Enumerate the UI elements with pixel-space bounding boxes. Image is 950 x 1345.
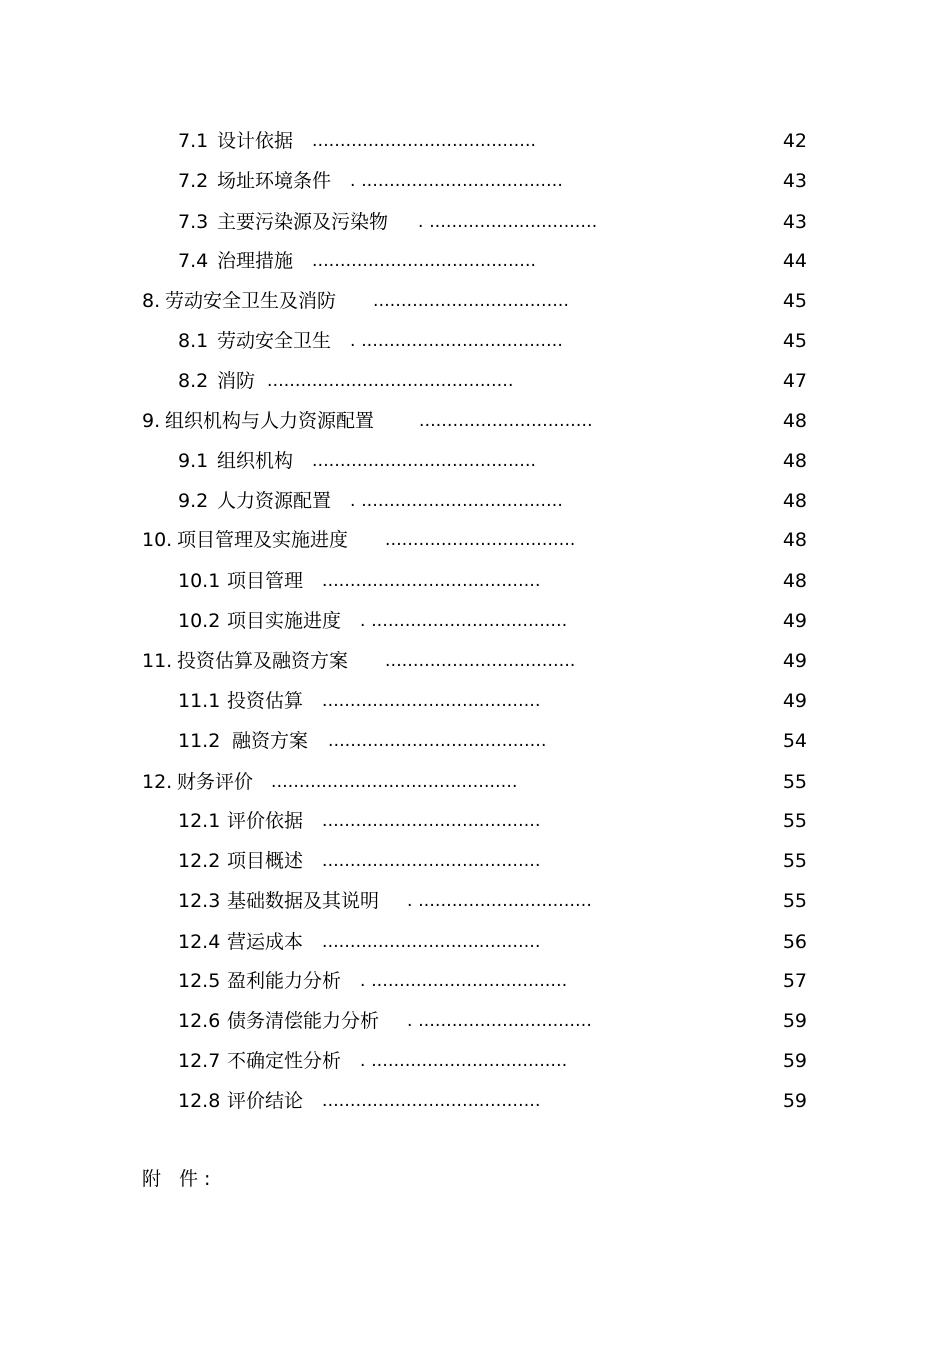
toc-entry[interactable] <box>0 246 950 276</box>
toc-entry-title: 投资估算及融资方案 <box>177 650 349 672</box>
toc-entry-page: 48 <box>782 450 807 472</box>
toc-entry-number: 11.1 <box>178 690 221 712</box>
toc-entry-leader: ....................................... <box>322 571 541 591</box>
toc-entry-leader: ........................................ <box>312 451 537 471</box>
toc-entry-number: 12.8 <box>178 1090 221 1112</box>
toc-entry[interactable] <box>0 646 950 676</box>
toc-entry-page: 49 <box>782 650 807 672</box>
toc-entry[interactable] <box>0 1006 950 1036</box>
toc-entry-number: 8.2 <box>178 370 209 392</box>
toc-entry[interactable] <box>0 767 950 797</box>
toc-entry-number: 12.3 <box>178 890 221 912</box>
toc-entry-leader: ....................................... <box>328 731 547 751</box>
toc-entry-title: 评价结论 <box>227 1090 304 1112</box>
toc-entry-leader: ....................................... <box>322 1091 541 1111</box>
toc-entry-page: 56 <box>782 931 807 953</box>
toc-entry-title: 劳动安全卫生及消防 <box>165 290 337 312</box>
toc-entry[interactable] <box>0 366 950 396</box>
toc-entry-leader: .................................. <box>385 530 576 550</box>
toc-entry-page: 59 <box>782 1090 807 1112</box>
toc-entry-number: 10. <box>142 529 173 551</box>
toc-entry[interactable] <box>0 406 950 436</box>
toc-entry[interactable] <box>0 1046 950 1076</box>
toc-entry[interactable] <box>0 927 950 957</box>
toc-entry-number: 12.5 <box>178 970 221 992</box>
toc-entry[interactable] <box>0 486 950 516</box>
toc-entry-title: 财务评价 <box>177 771 254 793</box>
toc-entry-title: 劳动安全卫生 <box>217 330 332 352</box>
toc-entry-number: 12.1 <box>178 810 221 832</box>
toc-entry-title: 场址环境条件 <box>217 170 332 192</box>
toc-entry-number: 9. <box>142 410 161 432</box>
toc-entry-leader: . ................................... <box>360 611 568 631</box>
toc-entry[interactable] <box>0 966 950 996</box>
toc-entry-leader: ....................................... <box>322 811 541 831</box>
toc-entry[interactable] <box>0 1086 950 1116</box>
toc-entry-title: 组织机构 <box>217 450 294 472</box>
toc-entry-page: 48 <box>782 490 807 512</box>
toc-entry-title: 消防 <box>217 370 256 392</box>
toc-entry-number: 12.4 <box>178 931 221 953</box>
toc-entry-leader: ............................... <box>419 411 593 431</box>
toc-entry-page: 55 <box>782 771 807 793</box>
toc-entry-number: 12. <box>142 771 173 793</box>
toc-entry-page: 55 <box>782 810 807 832</box>
toc-entry-leader: ....................................... <box>322 691 541 711</box>
toc-entry-page: 44 <box>782 250 807 272</box>
toc-entry-page: 45 <box>782 290 807 312</box>
toc-entry-page: 55 <box>782 850 807 872</box>
toc-entry-title: 项目管理 <box>227 570 304 592</box>
toc-entry-leader: ................................... <box>373 291 570 311</box>
toc-entry-title: 主要污染源及污染物 <box>217 211 389 233</box>
toc-entry-leader: .................................. <box>385 651 576 671</box>
toc-entry-page: 48 <box>782 410 807 432</box>
toc-entry-number: 12.7 <box>178 1050 221 1072</box>
toc-entry-leader: ........................................ <box>312 251 537 271</box>
toc-entry-number: 11. <box>142 650 173 672</box>
toc-entry-page: 48 <box>782 529 807 551</box>
toc-entry-leader: . ............................... <box>407 891 592 911</box>
toc-entry-leader: ....................................... <box>322 932 541 952</box>
toc-entry-leader: . .................................... <box>350 331 563 351</box>
toc-entry-leader: ............................................ <box>267 371 514 391</box>
toc-entry-number: 11.2 <box>178 730 221 752</box>
toc-entry-number: 7.1 <box>178 130 209 152</box>
toc-entry-title: 项目管理及实施进度 <box>177 529 349 551</box>
toc-entry[interactable] <box>0 566 950 596</box>
toc-entry-page: 55 <box>782 890 807 912</box>
toc-entry-page: 42 <box>782 130 807 152</box>
toc-entry[interactable] <box>0 207 950 237</box>
toc-entry-leader: . .................................... <box>350 491 563 511</box>
toc-entry-leader: ............................................ <box>271 772 518 792</box>
toc-entry-number: 10.2 <box>178 610 221 632</box>
toc-entry-title: 营运成本 <box>227 931 304 953</box>
toc-entry-page: 59 <box>782 1010 807 1032</box>
toc-entry[interactable] <box>0 326 950 356</box>
toc-entry[interactable] <box>0 686 950 716</box>
toc-entry-page: 48 <box>782 570 807 592</box>
toc-entry-leader: . ................................... <box>360 971 568 991</box>
toc-entry-title: 债务清偿能力分析 <box>227 1010 380 1032</box>
toc-entry[interactable] <box>0 726 950 756</box>
toc-entry-leader: . ................................... <box>360 1051 568 1071</box>
toc-entry-title: 盈利能力分析 <box>227 970 342 992</box>
toc-entry-title: 设计依据 <box>217 130 294 152</box>
toc-entry-title: 项目实施进度 <box>227 610 342 632</box>
toc-entry-page: 49 <box>782 610 807 632</box>
toc-entry-page: 43 <box>782 211 807 233</box>
toc-entry-number: 12.2 <box>178 850 221 872</box>
toc-entry[interactable] <box>0 166 950 196</box>
toc-entry-page: 43 <box>782 170 807 192</box>
toc-entry-page: 54 <box>782 730 807 752</box>
toc-entry-number: 12.6 <box>178 1010 221 1032</box>
toc-entry-page: 47 <box>782 370 807 392</box>
toc-entry[interactable] <box>0 846 950 876</box>
toc-entry[interactable] <box>0 126 950 156</box>
toc-entry-number: 10.1 <box>178 570 221 592</box>
toc-entry-leader: ....................................... <box>322 851 541 871</box>
toc-entry-title: 组织机构与人力资源配置 <box>165 410 375 432</box>
toc-entry-number: 9.2 <box>178 490 209 512</box>
toc-entry-leader: . .............................. <box>418 212 598 232</box>
toc-entry-page: 59 <box>782 1050 807 1072</box>
toc-entry-leader: . ............................... <box>407 1011 592 1031</box>
toc-entry-title: 不确定性分析 <box>227 1050 342 1072</box>
toc-entry[interactable] <box>0 886 950 916</box>
toc-entry-title: 治理措施 <box>217 250 294 272</box>
toc-entry[interactable] <box>0 525 950 555</box>
toc-entry-page: 57 <box>782 970 807 992</box>
toc-entry-number: 7.2 <box>178 170 209 192</box>
toc-entry-number: 8. <box>142 290 161 312</box>
toc-entry-number: 7.4 <box>178 250 209 272</box>
toc-entry-title: 融资方案 <box>232 730 309 752</box>
toc-entry[interactable] <box>0 286 950 316</box>
toc-entry[interactable] <box>0 446 950 476</box>
toc-entry[interactable] <box>0 606 950 636</box>
appendix-heading: 附 件: <box>142 1168 217 1190</box>
toc-entry-title: 评价依据 <box>227 810 304 832</box>
toc-entry-title: 项目概述 <box>227 850 304 872</box>
toc-entry-title: 人力资源配置 <box>217 490 332 512</box>
toc-entry-number: 7.3 <box>178 211 209 233</box>
toc-entry-page: 45 <box>782 330 807 352</box>
toc-entry-title: 投资估算 <box>227 690 304 712</box>
toc-entry-leader: . .................................... <box>350 171 563 191</box>
toc-entry-number: 8.1 <box>178 330 209 352</box>
toc-entry[interactable] <box>0 806 950 836</box>
toc-entry-number: 9.1 <box>178 450 209 472</box>
toc-entry-page: 49 <box>782 690 807 712</box>
toc-entry-leader: ........................................ <box>312 131 537 151</box>
toc-entry-title: 基础数据及其说明 <box>227 890 380 912</box>
